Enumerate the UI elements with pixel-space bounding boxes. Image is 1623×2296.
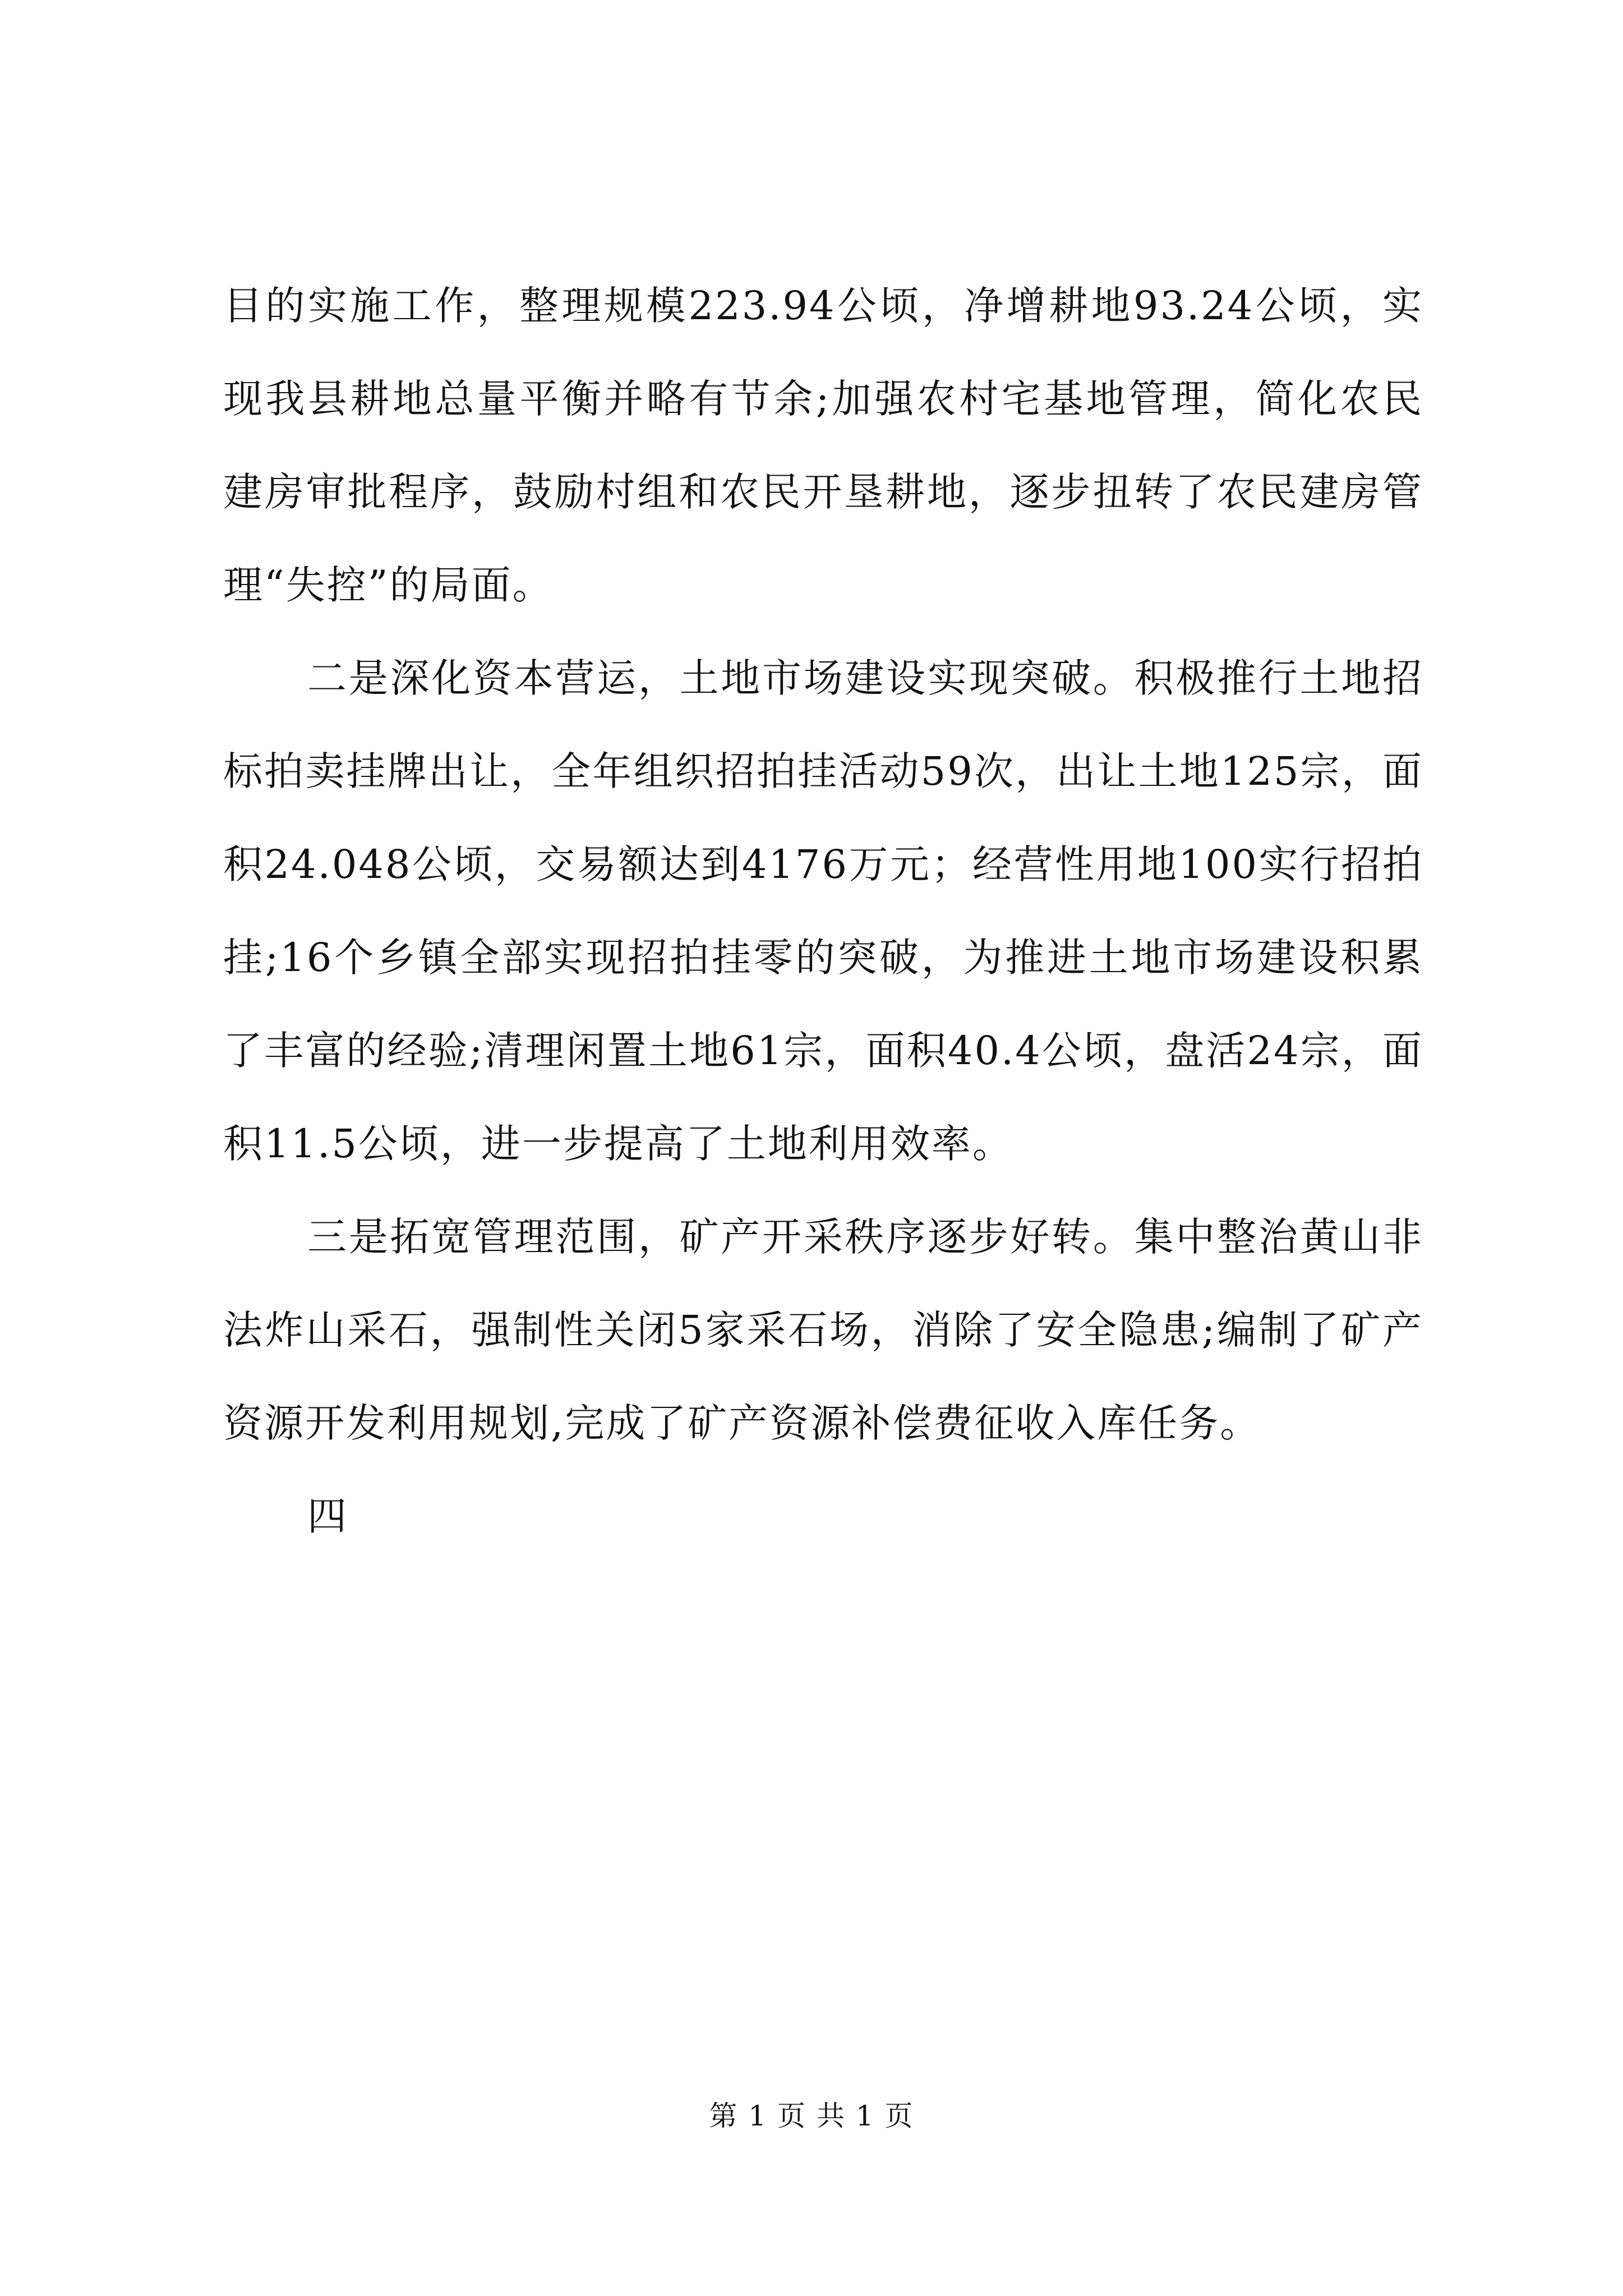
paragraph-land-market: 二是深化资本营运，土地市场建设实现突破。积极推行土地招标拍卖挂牌出让，全年组织招拍挂活动59次，出让土地125宗，面积24.048公顷，交易额达到4176万元；经营性用地100实行招拍挂;16个乡镇全部实现招拍挂零的突破，为推进土地市场建设积累了丰富的经验;清理闲置土地61宗，面积40.4公顷，盘活24宗，面积11.5公顷，进一步提高了土地利用效率。 xyxy=(223,655,1423,1167)
paragraph-mining-order: 三是拓宽管理范围，矿产开采秩序逐步好转。集中整治黄山非法炸山采石，强制性关闭5家采石场，消除了安全隐患;编制了矿产资源开发利用规划,完成了矿产资源补偿费征收入库任务。 xyxy=(223,1214,1423,1446)
document-body xyxy=(223,259,1423,1563)
page-number-footer: 第 1 页 共 1 页 xyxy=(709,2100,914,2132)
paragraph-fourth-start: 四 xyxy=(307,1493,348,1539)
paragraph-continued: 目的实施工作，整理规模223.94公顷，净增耕地93.24公顷，实现我县耕地总量平衡并略有节余;加强农村宅基地管理，简化农民建房审批程序，鼓励村组和农民开垦耕地，逐步扭转了农民建房管理“失控”的局面。 xyxy=(223,283,1423,608)
